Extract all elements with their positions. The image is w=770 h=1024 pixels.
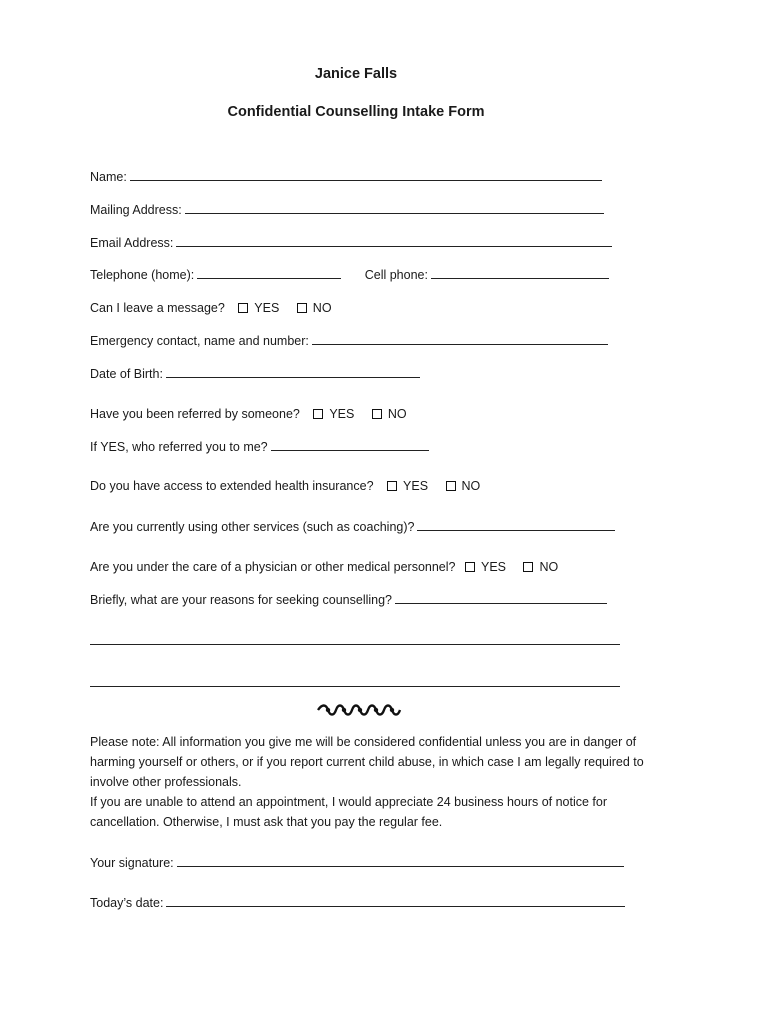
date-row: [90, 894, 625, 912]
physician-row: [90, 558, 558, 576]
referred-question: Have you been referred by someone?: [90, 407, 300, 421]
confidentiality-note: [90, 732, 650, 832]
dob-row: [90, 365, 420, 383]
insurance-question: Do you have access to extended health insurance?: [90, 479, 374, 493]
reasons-blank-line-2[interactable]: [90, 674, 620, 687]
message-yes-label: YES: [254, 301, 280, 315]
who-referred-label: If YES, who referred you to me?: [90, 440, 268, 454]
name-label: Name:: [90, 170, 127, 184]
referred-yes-label: YES: [329, 407, 355, 421]
reasons-blank-line-1[interactable]: [90, 632, 620, 645]
mailing-row: [90, 201, 604, 219]
referred-no-checkbox[interactable]: [372, 409, 382, 419]
who-referred-field[interactable]: [271, 438, 429, 451]
services-label: Are you currently using other services (such as coaching)?: [90, 520, 415, 534]
who-referred-row: [90, 438, 429, 456]
insurance-yes-label: YES: [403, 479, 429, 493]
date-field[interactable]: [166, 894, 625, 907]
message-row: [90, 299, 332, 317]
counsellor-name: Janice Falls: [314, 66, 398, 82]
name-field[interactable]: [130, 168, 602, 181]
emergency-row: [90, 332, 608, 350]
reasons-field[interactable]: [395, 591, 607, 604]
physician-yes-checkbox[interactable]: [465, 562, 475, 572]
services-field[interactable]: [417, 518, 615, 531]
insurance-row: [90, 477, 480, 495]
cell-field[interactable]: [431, 266, 609, 279]
referred-row: [90, 405, 407, 423]
reasons-continuation-2: [90, 674, 620, 692]
telephone-row: [90, 266, 609, 284]
services-row: [90, 518, 615, 536]
referred-no-label: NO: [387, 407, 407, 421]
cell-label: Cell phone:: [364, 268, 428, 282]
message-no-checkbox[interactable]: [297, 303, 307, 313]
form-title: Confidential Counselling Intake Form: [227, 104, 485, 120]
insurance-yes-checkbox[interactable]: [387, 481, 397, 491]
email-field[interactable]: [176, 234, 612, 247]
referred-yes-checkbox[interactable]: [313, 409, 323, 419]
message-no-label: NO: [312, 301, 332, 315]
signature-label: Your signature:: [90, 856, 174, 870]
name-row: [90, 168, 602, 186]
tel-home-field[interactable]: [197, 266, 341, 279]
physician-question: Are you under the care of a physician or other medical personnel?: [90, 560, 456, 574]
reasons-row: [90, 591, 607, 609]
insurance-no-checkbox[interactable]: [446, 481, 456, 491]
dob-field[interactable]: [166, 365, 420, 378]
message-question: Can I leave a message?: [90, 301, 225, 315]
email-row: [90, 234, 612, 252]
reasons-label: Briefly, what are your reasons for seeking counselling?: [90, 593, 393, 607]
emergency-field[interactable]: [312, 332, 608, 345]
reasons-continuation-1: [90, 632, 620, 650]
dob-label: Date of Birth:: [90, 367, 163, 381]
date-label: Today’s date:: [90, 896, 164, 910]
email-label: Email Address:: [90, 236, 174, 250]
mailing-field[interactable]: [185, 201, 604, 214]
tel-home-label: Telephone (home):: [90, 268, 195, 282]
signature-field[interactable]: [177, 854, 624, 867]
emergency-label: Emergency contact, name and number:: [90, 334, 309, 348]
mailing-label: Mailing Address:: [90, 203, 182, 217]
confidentiality-paragraph: Please note: All information you give me will be considered confidential unless you are in danger of harming yourself or others, or if you report current child abuse, in which case I am legally required to involve other professionals.: [90, 735, 644, 789]
physician-yes-label: YES: [480, 560, 506, 574]
cancellation-paragraph: If you are unable to attend an appointment, I would appreciate 24 business hours of notice for cancellation. Otherwise, I must ask that you pay the regular fee.: [90, 795, 608, 829]
message-yes-checkbox[interactable]: [238, 303, 248, 313]
physician-no-label: NO: [539, 560, 559, 574]
decorative-divider-icon: [316, 703, 402, 717]
physician-no-checkbox[interactable]: [523, 562, 533, 572]
signature-row: [90, 854, 624, 872]
insurance-no-label: NO: [461, 479, 481, 493]
